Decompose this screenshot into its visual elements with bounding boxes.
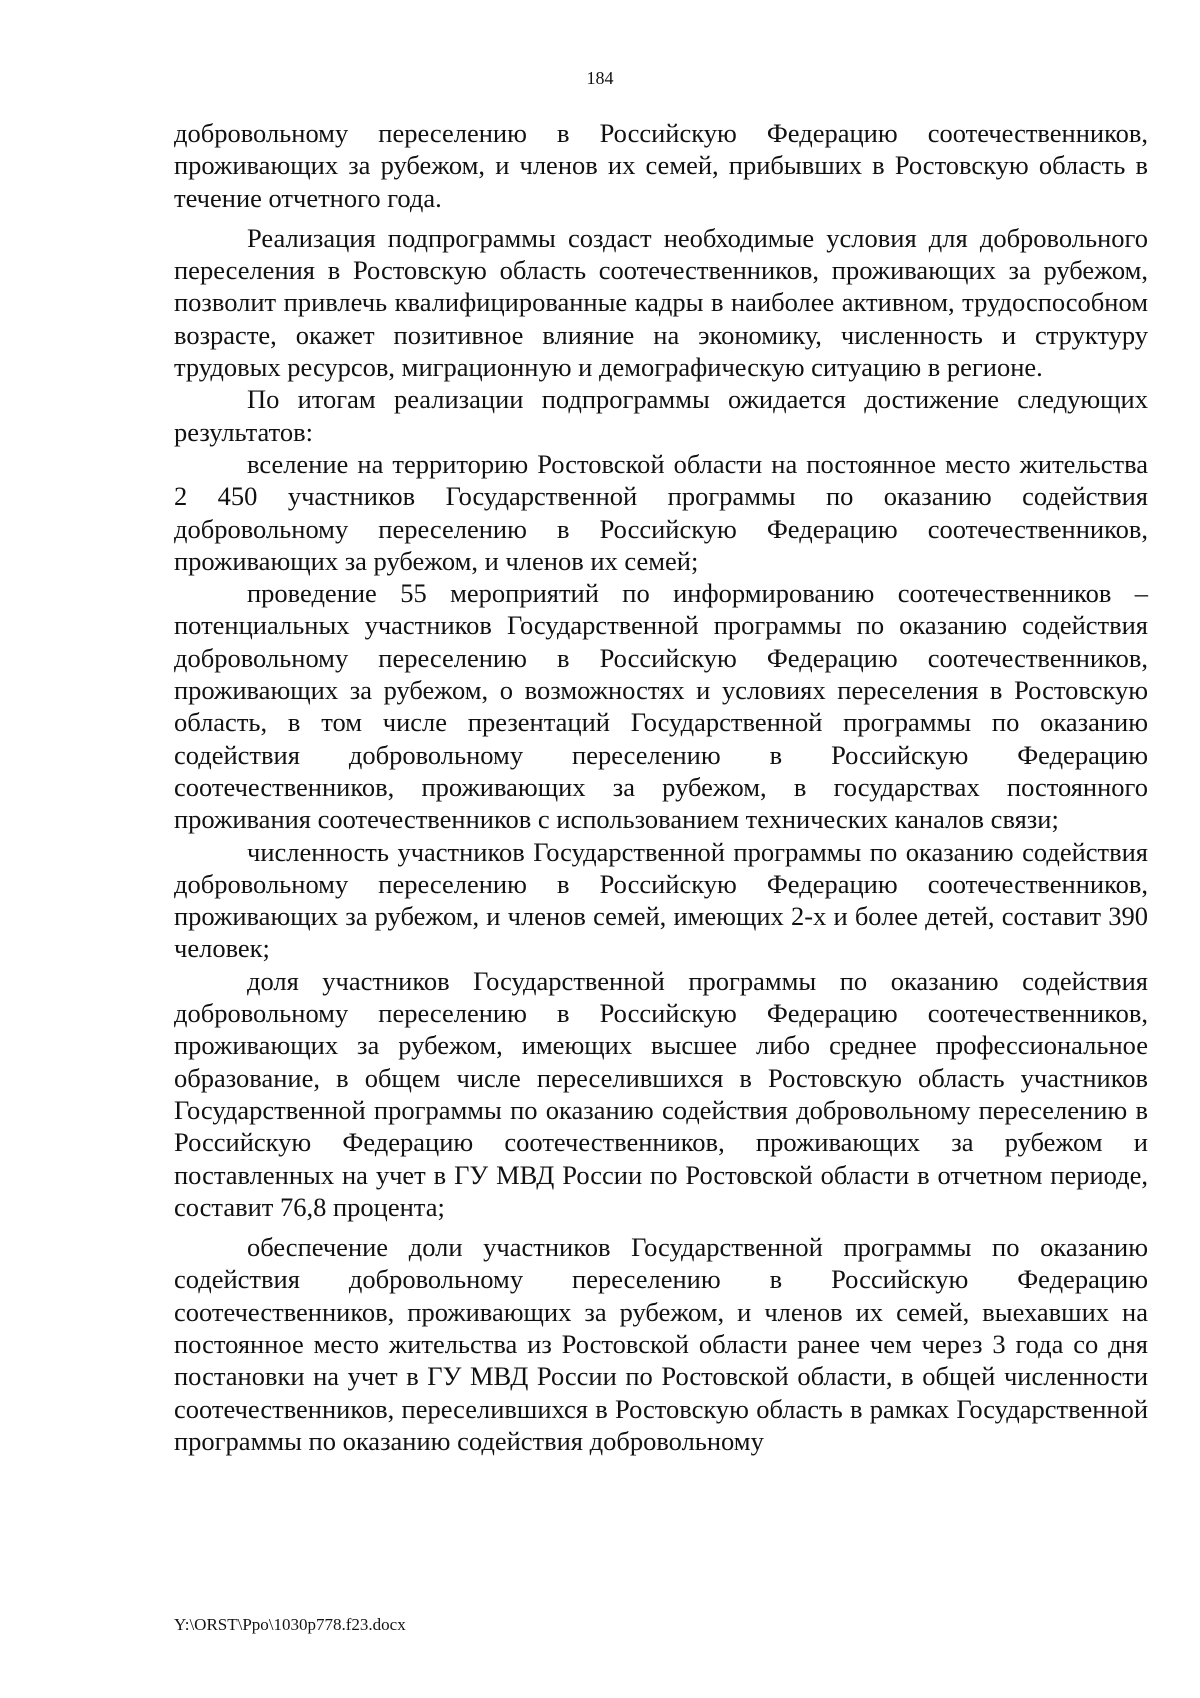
paragraph-subprogram-conditions: Реализация подпрограммы создаст необходимые условия для добровольного переселения в Ростовскую область соотечественников, проживающих за рубежом, позволит привлечь квалифицированные кадры в наиболее активном, трудоспособном возрасте, окажет позитивное влияние на экономику, численность и структуру трудовых ресурсов, миграционную и демографическую ситуацию в регионе. <box>174 222 1148 383</box>
paragraph-education-share: доля участников Государственной программы по оказанию содействия добровольному переселению в Российскую Федерацию соотечественников, проживающих за рубежом, имеющих высшее либо среднее профессиональное образование, в общем числе переселившихся в Ростовскую область участников Государственной программы по оказанию содействия добровольному переселению в Российскую Федерацию соотечественников, проживающих за рубежом и поставленных на учет в ГУ МВД России по Ростовской области в отчетном периоде, составит 76,8 процента; <box>174 965 1148 1222</box>
paragraph-information-events: проведение 55 мероприятий по информированию соотечественников – потенциальных участников Государственной программы по оказанию содействия добровольному переселению в Российскую Федерацию соотечественников, проживающих за рубежом, о возможностях и условиях переселения в Ростовскую область, в том числе презентаций Государственной программы по оказанию содействия добровольному переселению в Российскую Федерацию соотечественников, проживающих за рубежом, в государствах постоянного проживания соотечественников с использованием технических каналов связи; <box>174 578 1148 835</box>
paragraph-families-with-children: численность участников Государственной программы по оказанию содействия добровольному переселению в Российскую Федерацию соотечественников, проживающих за рубежом, и членов семей, имеющих 2-х и более детей, составит 390 человек; <box>174 836 1148 964</box>
paragraph-continuation: добровольному переселению в Российскую Федерацию соотечественников, проживающих за рубежом, и членов их семей, прибывших в Ростовскую область в течение отчетного года. <box>174 118 1148 213</box>
page-number: 184 <box>586 68 614 88</box>
document-body <box>174 117 1148 1457</box>
paragraph-resettlement-count: вселение на территорию Ростовской области на постоянное место жительства 2 450 участников Государственной программы по оказанию содействия добровольному переселению в Российскую Федерацию соотечественников, проживающих за рубежом, и членов их семей; <box>174 448 1148 576</box>
paragraph-expected-results: По итогам реализации подпрограммы ожидается достижение следующих результатов: <box>174 384 1148 447</box>
paragraph-departure-share: обеспечение доли участников Государственной программы по оказанию содействия добровольному переселению в Российскую Федерацию соотечественников, проживающих за рубежом, и членов их семей, выехавших на постоянное место жительства из Ростовской области ранее чем через 3 года со дня постановки на учет в ГУ МВД России по Ростовской области, в общей численности соотечественников, переселившихся в Ростовскую область в рамках Государственной программы по оказанию содействия добровольному <box>174 1232 1148 1456</box>
footer-file-path: Y:\ORST\Ppo\1030p778.f23.docx <box>174 1615 406 1634</box>
